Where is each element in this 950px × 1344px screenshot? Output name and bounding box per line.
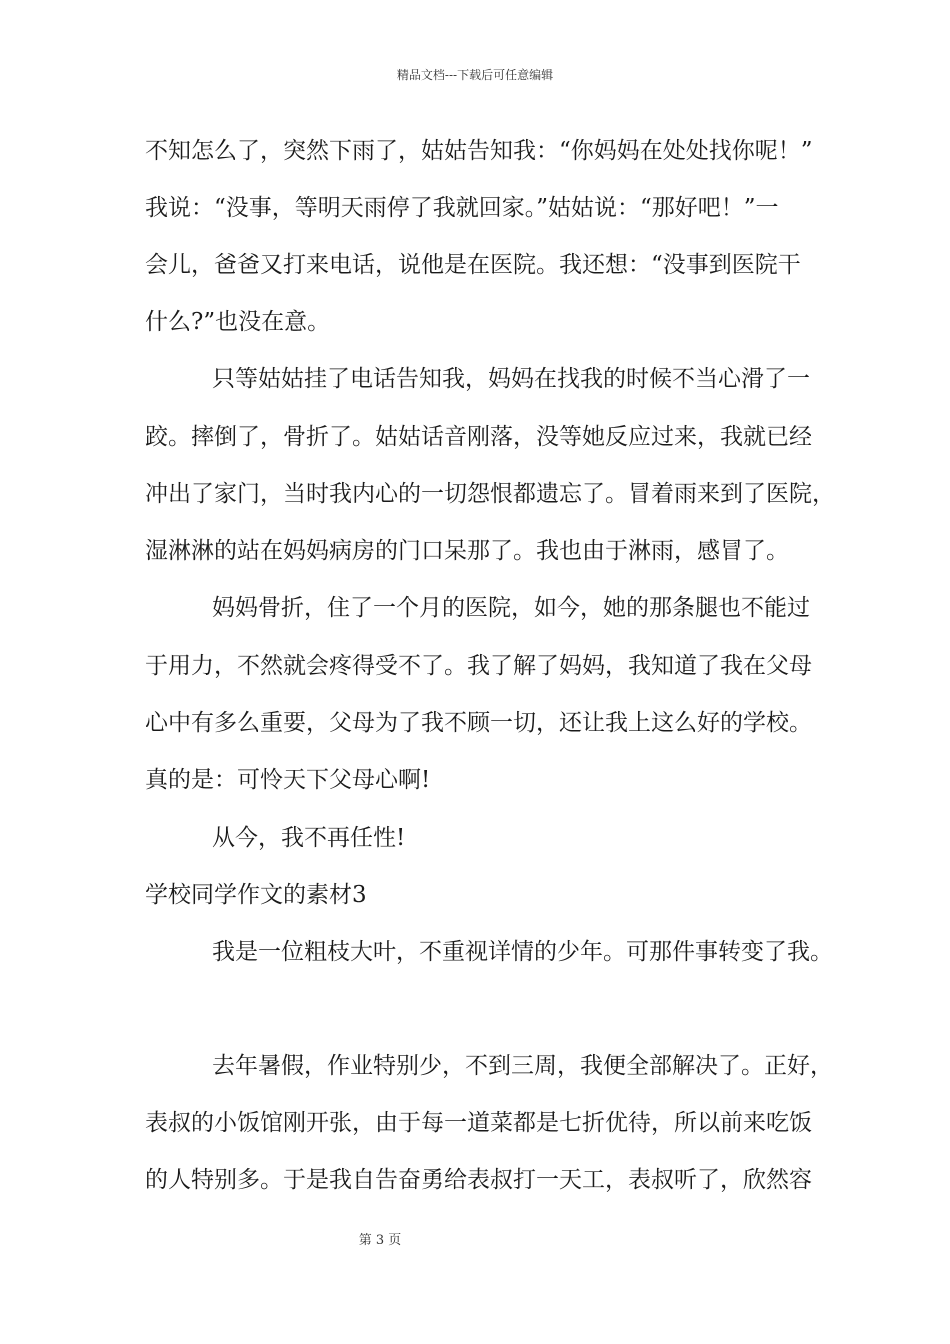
- page-number: 第 3 页: [358, 1233, 402, 1248]
- paragraph-2-line-4: 湿淋淋的站在妈妈病房的门口呆那了。我也由于淋雨，感冒了。: [145, 538, 789, 564]
- body-line-3: 会儿，爸爸又打来电话，说他是在医院。我还想：“没事到医院干: [145, 252, 801, 278]
- body-line-2: 我说：“没事，等明天雨停了我就回家。”姑姑说：“那好吧！”一: [145, 195, 779, 221]
- paragraph-3-line-2: 于用力，不然就会疼得受不了。我了解了妈妈，我知道了我在父母: [145, 653, 812, 679]
- paragraph-3-line-1: 妈妈骨折，住了一个月的医院，如今，她的那条腿也不能过: [212, 595, 810, 621]
- paragraph-2-line-1: 只等姑姑挂了电话告知我，妈妈在找我的时候不当心滑了一: [212, 366, 810, 392]
- section-heading: 学校同学作文的素材3: [145, 882, 367, 908]
- body-line-4: 什么?”也没在意。: [145, 309, 331, 335]
- paragraph-5-line-1: 我是一位粗枝大叶，不重视详情的少年。可那件事转变了我。: [212, 939, 833, 965]
- paragraph-3-line-3: 心中有多么重要，父母为了我不顾一切，还让我上这么好的学校。: [145, 710, 812, 736]
- paragraph-6-line-1: 去年暑假，作业特别少，不到三周，我便全部解决了。正好，: [212, 1053, 833, 1079]
- paragraph-4-line-1: 从今，我不再任性!: [212, 825, 406, 851]
- paragraph-6-line-2: 表叔的小饭馆刚开张，由于每一道菜都是七折优待，所以前来吃饭: [145, 1110, 812, 1136]
- paragraph-6-line-3: 的人特别多。于是我自告奋勇给表叔打一天工，表叔听了，欣然容: [145, 1167, 812, 1193]
- paragraph-2-line-2: 跤。摔倒了，骨折了。姑姑话音刚落，没等她反应过来，我就已经: [145, 424, 812, 450]
- paragraph-3-line-4: 真的是：可怜天下父母心啊!: [145, 767, 431, 793]
- body-line-1: 不知怎么了，突然下雨了，姑姑告知我：“你妈妈在处处找你呢！”: [145, 138, 813, 164]
- paragraph-2-line-3: 冲出了家门，当时我内心的一切怨恨都遗忘了。冒着雨来到了医院，: [145, 481, 835, 507]
- page-header: 精品文档---下载后可任意编辑: [396, 68, 554, 82]
